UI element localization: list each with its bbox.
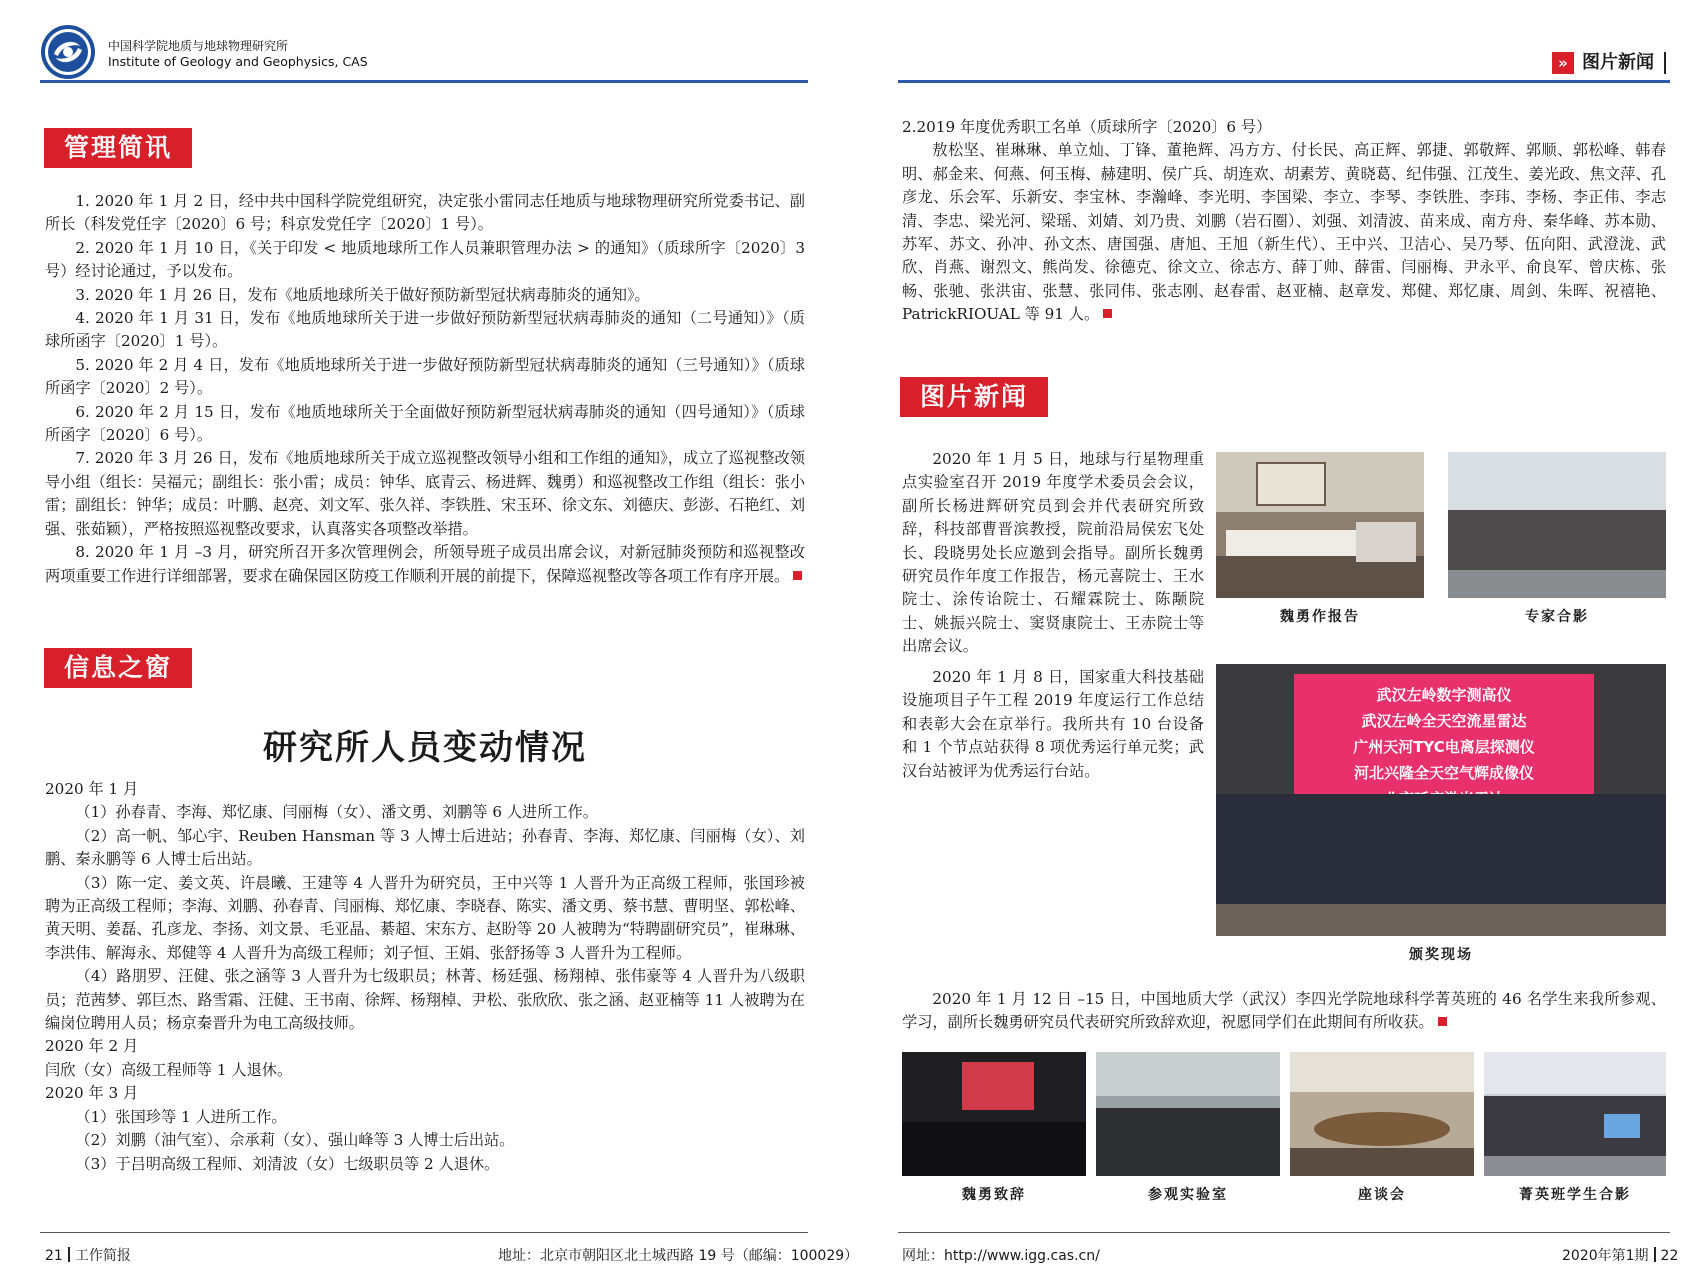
caption-award: 颁奖现场 — [1409, 947, 1473, 963]
screen-line: 河北兴隆全天空气辉成像仪 — [1353, 764, 1534, 782]
news-item-3 — [902, 988, 1666, 1035]
personnel-line: （4）路朋罗、汪健、张之涵等 3 人晋升为七级职员；林菁、杨廷强、杨翔棹、张伟豪等 4 人晋升为八级职员；范茜梦、郭巨杰、路雪霜、汪健、王书南、徐辉、杨翔棹、尹松、张欣欣、张之涵、赵亚楠等 11 人被聘为在编岗位聘用人员；杨京秦晋升为电工高级技师。 — [45, 967, 805, 1033]
award-list — [902, 116, 1666, 327]
photo-audience — [1216, 556, 1424, 598]
personnel-line: 闫欣（女）高级工程师等 1 人退休。 — [45, 1060, 293, 1079]
photo-ground — [1448, 570, 1666, 598]
personnel-line: （1）孙春青、李海、郑忆康、闫丽梅（女）、潘文勇、刘鹏等 6 人进所工作。 — [75, 803, 598, 822]
header-bar — [1664, 52, 1666, 74]
photo-screen — [1256, 462, 1326, 506]
footer-left — [45, 1245, 131, 1265]
org-name — [108, 38, 368, 70]
news-text-3 — [902, 988, 1666, 1035]
photo-audience-dark — [902, 1122, 1086, 1176]
footer-rule-left — [40, 1232, 808, 1233]
separator-bar — [68, 1247, 70, 1262]
photo-winners-row — [1216, 794, 1666, 904]
screen-line: 武汉左岭全天空流星雷达 — [1361, 712, 1527, 730]
news-item-1 — [902, 448, 1204, 659]
management-item-3: 3. 2020 年 1 月 26 日，发布《地质地球所关于做好预防新型冠状病毒肺炎的通知》。 — [75, 285, 650, 304]
personnel-line: 2020 年 1 月 — [45, 780, 139, 798]
personnel-line: （2）高一帆、邹心宇、Reuben Hansman 等 3 人博士后进站；孙春青、李海、郑忆康、闫丽梅（女）、刘鹏、秦永鹏等 6 人博士后出站。 — [45, 826, 805, 869]
running-section-title: 图片新闻 — [1582, 52, 1654, 73]
page-number-left: 21 — [45, 1248, 63, 1264]
management-item-7: 7. 2020 年 3 月 26 日，发布《地质地球所关于成立巡视整改领导小组和工作组的通知》，成立了巡视整改领导小组（组长：吴福元；副组长：张小雷；成员：钟华、底青云、杨进辉、魏勇）和巡视整改工作组（组长：张小雷；副组长：钟华；成员：叶鹏、赵亮、刘文军、张久祥、李铁胜、宋玉环、徐文东、刘德庆、彭澎、石艳红、刘强、张茹颖），严格按照巡视整改要求，认真落实各项整改举措。 — [45, 449, 805, 538]
news-text-1: 2020 年 1 月 5 日，地球与行星物理重点实验室召开 2019 年度学术委员会会议，副所长杨进辉研究员到会并代表研究所致辞，科技部曹晋滨教授，院前沿局侯宏飞处长、段晓男处长应邀到会指导。副所长魏勇研究员作年度工作报告，杨元喜院士、王水院士、涂传诒院士、石耀霖院士、陈颙院士、姚振兴院士、窦贤康院士、王赤院士等出席会议。 — [902, 450, 1204, 656]
management-item-1: 1. 2020 年 1 月 2 日，经中共中国科学院党组研究，决定张小雷同志任地质与地球物理研究所党委书记、副所长（科发党任字〔2020〕6 号；科京发党任字〔2020〕1 号）。 — [45, 192, 805, 234]
caption-students-group: 菁英班学生合影 — [1519, 1187, 1631, 1203]
nav-arrow-icon: » — [1552, 52, 1574, 74]
end-mark-icon — [1438, 1017, 1447, 1026]
header-rule-left — [40, 80, 808, 83]
photo-sky — [1448, 452, 1666, 510]
news-text-3-body: 2020 年 1 月 12 日 –15 日，中国地质大学（武汉）李四光学院地球科学菁英班的 46 名学生来我所参观、学习，副所长魏勇研究员代表研究所致辞欢迎，祝愿同学们在此期间有所收获。 — [902, 990, 1666, 1032]
photo-pavement — [1484, 1156, 1666, 1176]
section-heading-info: 信息之窗 — [44, 648, 192, 688]
publication-name: 工作简报 — [74, 1248, 131, 1264]
award-names — [902, 139, 1666, 326]
management-item-8-text: 8. 2020 年 1 月 –3 月，研究所召开多次管理例会，所领导班子成员出席会议，对新冠肺炎预防和巡视整改两项重要工作进行详细部署，要求在确保园区防疫工作顺利开展的前提下，保障巡视整改等各项工作有序开展。 — [45, 543, 805, 585]
photo-banner — [1604, 1114, 1640, 1138]
screen-line: 武汉左岭数字测高仪 — [1376, 686, 1512, 704]
separator-bar — [1654, 1247, 1656, 1262]
caption-report: 魏勇作报告 — [1280, 609, 1360, 625]
photo-papers — [1356, 522, 1416, 562]
screen-line: 广州天河TYC电离层探测仪 — [1353, 738, 1535, 756]
org-name-en: Institute of Geology and Geophysics, CAS — [108, 54, 368, 69]
personnel-line: （2）刘鹏（油气室）、佘承莉（女）、强山峰等 3 人博士后出站。 — [75, 1131, 515, 1150]
photo-report — [1216, 452, 1424, 598]
personnel-line: 2020 年 2 月 — [45, 1037, 139, 1056]
page-number-right: 22 — [1660, 1248, 1679, 1264]
award-title: 2.2019 年度优秀职工名单（质球所字〔2020〕6 号） — [902, 118, 1272, 136]
photo-seminar-floor — [1290, 1148, 1474, 1176]
photo-building — [1484, 1052, 1666, 1094]
management-news-list — [45, 190, 805, 588]
photo-award-ceremony — [1216, 664, 1666, 936]
photo-lab-ceiling — [1096, 1052, 1280, 1096]
photo-floor — [1216, 904, 1666, 936]
photo-lab-visit — [1096, 1052, 1280, 1176]
photo-people-row — [1448, 510, 1666, 570]
management-item-8 — [45, 541, 805, 588]
management-item-6: 6. 2020 年 2 月 15 日，发布《地质地球所关于全面做好预防新型冠状病毒肺炎的通知（四号通知）》（质球所函字〔2020〕6 号）。 — [45, 402, 805, 445]
management-item-4: 4. 2020 年 1 月 31 日，发布《地质地球所关于进一步做好预防新型冠状病毒肺炎的通知（二号通知）》（质球所函字〔2020〕1 号）。 — [45, 309, 805, 351]
caption-lab-visit: 参观实验室 — [1148, 1187, 1228, 1203]
institute-logo-icon — [40, 24, 96, 80]
org-name-cn: 中国科学院地质与地球物理研究所 — [108, 39, 289, 53]
photo-round-table — [1314, 1112, 1450, 1146]
header-rule-right — [898, 80, 1670, 83]
management-item-2: 2. 2020 年 1 月 10 日，《关于印发 < 地质地球所工作人员兼职管理办法 > 的通知》（质球所字〔2020〕3 号）经讨论通过，予以发布。 — [45, 238, 805, 281]
news-item-2 — [902, 666, 1204, 783]
photo-projection — [962, 1062, 1034, 1110]
photo-seminar-ceiling — [1290, 1052, 1474, 1092]
award-names-text: 敖松坚、崔琳琳、单立灿、丁锋、董艳辉、冯方方、付长民、高正辉、郭捷、郭敬辉、郭顺、郭松峰、韩春明、郝金来、何燕、何玉梅、赫建明、侯广兵、胡连欢、胡素芳、黄晓葛、纪伟强、江茂生、姜光政、焦文萍、孔彦龙、乐会军、乐新安、李宝林、李瀚峰、李光明、李国梁、李立、李琴、李铁胜、李玮、李杨、李正伟、李志清、李忠、梁光河、梁瑶、刘婧、刘乃贵、刘鹏（岩石圈）、刘强、刘清波、苗来成、南方舟、秦华峰、苏本勋、苏军、苏文、孙冲、孙文杰、唐国强、唐旭、王旭（新生代）、王中兴、卫洁心、吴乃琴、伍向阳、武澄泷、武欣、肖燕、谢烈文、熊尚发、徐德克、徐文立、徐志方、薛丁帅、薛雷、闫丽梅、尹永平、俞良军、曾庆栋、张畅、张驰、张洪宙、张慧、张同伟、张志刚、赵春雷、赵亚楠、赵章发、郑健、郑忆康、周剑、朱晖、祝禧艳、PatrickRIOUAL 等 91 人。 — [902, 141, 1666, 324]
section-heading-management: 管理简讯 — [44, 128, 192, 168]
personnel-changes — [45, 778, 805, 1176]
photo-experts-group — [1448, 452, 1666, 598]
management-item-5: 5. 2020 年 2 月 4 日，发布《地质地球所关于进一步做好预防新型冠状病毒肺炎的通知（三号通知）》（质球所函字〔2020〕2 号）。 — [45, 355, 805, 398]
caption-seminar: 座谈会 — [1358, 1187, 1406, 1203]
personnel-line: （3）陈一定、姜文英、许晨曦、王建等 4 人晋升为研究员，王中兴等 1 人晋升为正高级工程师，张国珍被聘为正高级工程师；李海、刘鹏、孙春青、闫丽梅、郑忆康、李晓春、陈实、潘文勇、蔡书慧、曹明坚、郭松峰、黄天明、姜磊、孔彦龙、李扬、刘文景、毛亚晶、綦超、宋东方、赵盼等 20 人被聘为“特聘副研究员”，崔琳琳、李洪伟、解海永、郑健等 4 人晋升为高级工程师；刘子恒、王娟、张舒扬等 3 人晋升为工程师。 — [45, 873, 805, 962]
footer-right — [1562, 1245, 1678, 1265]
photo-seminar — [1290, 1052, 1474, 1176]
end-mark-icon — [1103, 309, 1112, 318]
caption-experts: 专家合影 — [1525, 609, 1589, 625]
photo-speech — [902, 1052, 1086, 1176]
personnel-line: （1）张国珍等 1 人进所工作。 — [75, 1107, 287, 1126]
personnel-line: （3）于吕明高级工程师、刘清波（女）七级职员等 2 人退休。 — [75, 1154, 500, 1173]
photo-students-group — [1484, 1052, 1666, 1176]
personnel-line: 2020 年 3 月 — [45, 1084, 139, 1103]
section-heading-photo-news: 图片新闻 — [900, 377, 1048, 417]
footer-website: 网址：http://www.igg.cas.cn/ — [902, 1248, 1100, 1264]
photo-visitors — [1096, 1108, 1280, 1176]
issue-label: 2020年第1期 — [1562, 1248, 1649, 1264]
caption-speech: 魏勇致辞 — [962, 1187, 1026, 1203]
footer-address: 地址：北京市朝阳区北土城西路 19 号（邮编：100029） — [498, 1248, 859, 1264]
article-title: 研究所人员变动情况 — [263, 728, 587, 768]
news-text-2: 2020 年 1 月 8 日，国家重大科技基础设施项目子午工程 2019 年度运行工作总结和表彰大会在京举行。我所共有 10 台设备和 1 个节点站获得 8 项优秀运行单元奖；武汉台站被评为优秀运行台站。 — [902, 668, 1204, 780]
footer-rule-right — [898, 1232, 1670, 1233]
end-mark-icon — [793, 571, 802, 580]
